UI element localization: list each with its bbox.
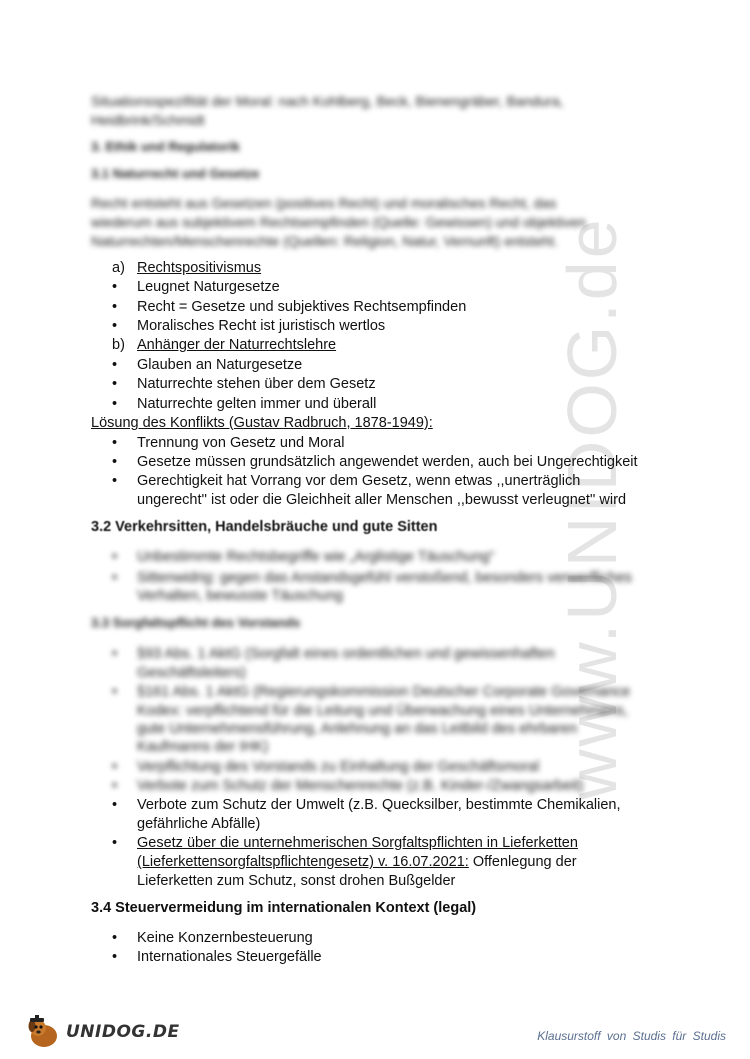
list-item-label: Glauben an Naturgesetze: [137, 357, 303, 373]
list-item-label: Naturrechte gelten immer und überall: [137, 396, 377, 412]
bullet-icon: •: [112, 376, 118, 392]
bullet-icon: •: [112, 835, 118, 851]
list-item-label: Naturrechte stehen über dem Gesetz: [137, 376, 376, 392]
bullet-icon: •: [112, 473, 118, 489]
list-item-label: Leugnet Naturgesetze: [137, 279, 280, 295]
list-item-label: Gerechtigkeit hat Vorrang vor dem Gesetz, wenn etwas ,,unerträglich: [137, 473, 581, 489]
list-item-label: Anhänger der Naturrechtslehre: [137, 337, 337, 353]
logo-text: UNIDOG.DE: [66, 1022, 180, 1042]
list-item-label: Recht = Gesetze und subjektives Rechtsempfinden: [137, 299, 467, 315]
list-item-label: Unbestimmte Rechtsbegriffe wie „Arglistige Täuschung“: [137, 549, 495, 565]
list-item-label: §93 Abs. 1 AktG (Sorgfalt eines ordentlichen und gewissenhaften: [137, 646, 555, 662]
footer-slogan: Klausurstoff von Studis für Studis: [537, 1029, 726, 1043]
bullet-icon: •: [112, 435, 118, 451]
intro-line: Heidbrink/Schmidt: [91, 112, 205, 128]
bullet-icon: •: [112, 549, 118, 565]
list-marker: b): [112, 337, 125, 353]
bullet-icon: •: [112, 797, 118, 813]
law-text: Offenlegung der: [468, 854, 577, 870]
list-marker: a): [112, 260, 125, 276]
list-item-label: Lieferketten zum Schutz, sonst drohen Bußgelder: [137, 873, 456, 889]
list-item-label: §161 Abs. 1 AktG (Regierungskommission Deutscher Corporate Governance: [137, 684, 631, 700]
list-item-label: Internationales Steuergefälle: [137, 949, 322, 965]
bullet-icon: •: [112, 646, 118, 662]
paragraph-line: wiederum aus subjektivem Rechtsempfinden (Quelle: Gewissen) und objektiven: [91, 214, 586, 230]
list-item-label: Verbote zum Schutz der Umwelt (z.B. Quecksilber, bestimmte Chemikalien,: [137, 797, 621, 813]
list-item-label: gefährliche Abfälle): [137, 816, 261, 832]
heading-3-1: 3.1 Naturrecht und Gesetze: [91, 166, 260, 181]
bullet-icon: •: [112, 684, 118, 700]
bullet-icon: •: [112, 930, 118, 946]
bullet-icon: •: [112, 570, 118, 586]
watermark: www.UNIDOG.de: [553, 216, 631, 800]
list-item-label: Kodex: verpflichtend für die Leitung und Überwachung eines Unternehmens,: [137, 703, 628, 719]
dog-logo-icon: [24, 1014, 62, 1050]
list-item-label: Gesetz über die unternehmerischen Sorgfaltspflichten in Lieferketten: [137, 835, 578, 851]
law-name: (Lieferkettensorgfaltspflichtengesetz) v. 16.07.2021:: [137, 854, 469, 870]
bullet-icon: •: [112, 759, 118, 775]
heading-3-3: 3.3 Sorgfaltspflicht des Vorstands: [91, 615, 301, 630]
list-item-label: Verhalten, bewusste Täuschung: [137, 588, 344, 604]
list-item-label: Verbote zum Schutz der Menschenrechte (z.B. Kinder-/Zwangsarbeit): [137, 778, 584, 794]
list-item-label: Gesetze müssen grundsätzlich angewendet werden, auch bei Ungerechtigkeit: [137, 454, 638, 470]
bullet-icon: •: [112, 778, 118, 794]
list-item-label: gute Unternehmensführung, Anlehnung an das Leitbild des ehrbaren: [137, 721, 578, 737]
list-item-label: Keine Konzernbesteuerung: [137, 930, 313, 946]
heading-3: 3. Ethik und Regulatorik: [91, 139, 240, 154]
list-item-label: Geschäftsleiters): [137, 665, 246, 681]
bullet-icon: •: [112, 949, 118, 965]
paragraph-line: Recht entsteht aus Gesetzen (positives Recht) und moralisches Recht, das: [91, 195, 557, 211]
solution-title: Lösung des Konflikts (Gustav Radbruch, 1878-1949):: [91, 415, 433, 431]
bullet-icon: •: [112, 357, 118, 373]
list-item-label: Rechtspositivismus: [137, 260, 262, 276]
list-item-label: Moralisches Recht ist juristisch wertlos: [137, 318, 386, 334]
list-item-label: [137, 853, 677, 872]
heading-3-2: 3.2 Verkehrsitten, Handelsbräuche und gute Sitten: [91, 519, 438, 535]
bullet-icon: •: [112, 318, 118, 334]
footer-logo[interactable]: [24, 1012, 180, 1052]
bullet-icon: •: [112, 279, 118, 295]
list-item-label: Verpflichtung des Vorstands zu Einhaltung der Geschäftsmoral: [137, 759, 540, 775]
intro-line: Situationsspezifität der Moral: nach Kohlberg, Beck, Bienengräber, Bandura,: [91, 93, 564, 109]
list-item-label: Trennung von Gesetz und Moral: [137, 435, 345, 451]
list-item-label: ungerecht'' ist oder die Gleichheit aller Menschen ,,bewusst verleugnet'' wird: [137, 492, 627, 508]
heading-3-4: 3.4 Steuervermeidung im internationalen Kontext (legal): [91, 900, 477, 916]
bullet-icon: •: [112, 454, 118, 470]
bullet-icon: •: [112, 396, 118, 412]
bullet-icon: •: [112, 299, 118, 315]
paragraph-line: Naturrechten/Menschenrechte (Quellen: Religion, Natur, Vernunft) entsteht.: [91, 233, 558, 249]
list-item-label: Sittenwidrig: gegen das Anstandsgefühl verstoßend, besonders verwerfliches: [137, 570, 632, 586]
list-item-label: Kaufmanns der IHK): [137, 739, 269, 755]
